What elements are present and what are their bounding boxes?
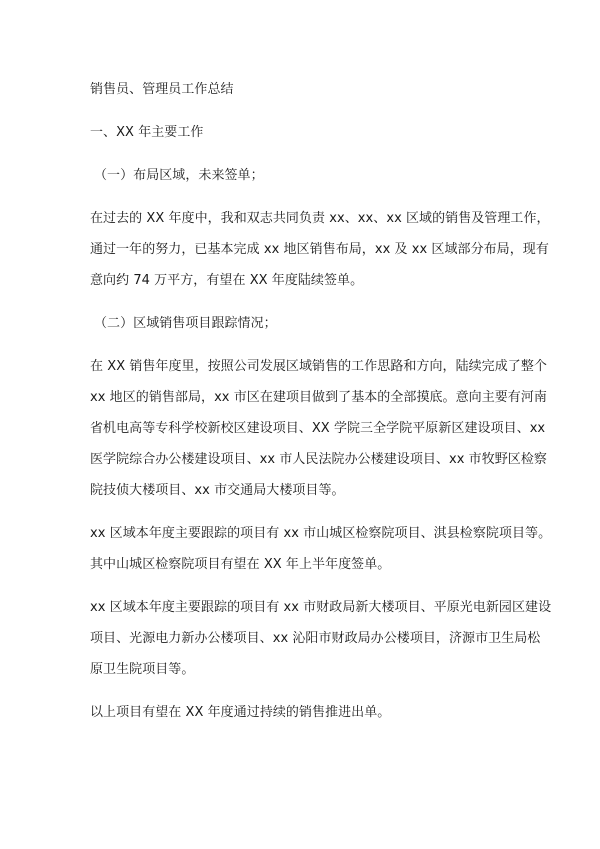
subsection-heading-1: （一）布局区域，未来签单； xyxy=(94,168,264,183)
paragraph-line: 在过去的 XX 年度中，我和双志共同负责 xx、xx、xx 区域的销售及管理工作， xyxy=(90,211,550,226)
paragraph-line: xx 地区的销售部局，xx 市区在建项目做到了基本的全部摸底。意向主要有河南 xyxy=(90,390,547,405)
paragraph-line: 项目、光源电力新办公楼项目、xx 沁阳市财政局办公楼项目，济源市卫生局松 xyxy=(90,631,541,646)
paragraph-4 xyxy=(90,592,552,685)
paragraph-line: 省机电高等专科学校新校区建设项目、XX 学院三全学院平原新区建设项目、xx xyxy=(90,421,546,436)
paragraph-line: 在 XX 销售年度里，按照公司发展区域销售的工作思路和方向，陆续完成了整个 xyxy=(90,359,547,374)
paragraph-line: 原卫生院项目等。 xyxy=(90,662,195,677)
paragraph-line: 通过一年的努力，已基本完成 xx 地区销售布局，xx 及 xx 区域部分布局，现有 xyxy=(90,242,549,257)
paragraph-line: xx 区域本年度主要跟踪的项目有 xx 市财政局新大楼项目、平原光电新园区建设 xyxy=(90,600,552,615)
paragraph-line: 医学院综合办公楼建设项目、xx 市人民法院办公楼建设项目、xx 市牧野区检察 xyxy=(90,452,547,467)
document-title: 销售员、管理员工作总结 xyxy=(90,82,234,97)
section-heading: 一、XX 年主要工作 xyxy=(90,125,204,140)
paragraph-line: 其中山城区检察院项目有望在 XX 年上半年度签单。 xyxy=(90,557,391,572)
document-body xyxy=(90,74,552,728)
paragraph-line: 意向约 74 万平方，有望在 XX 年度陆续签单。 xyxy=(90,273,364,288)
paragraph-line: 院技侦大楼项目、xx 市交通局大楼项目等。 xyxy=(90,483,345,498)
paragraph-3 xyxy=(90,518,552,580)
paragraph-line: 以上项目有望在 XX 年度通过持续的销售推进出单。 xyxy=(90,705,391,720)
paragraph-5 xyxy=(90,697,520,728)
paragraph-1 xyxy=(90,203,550,296)
paragraph-2 xyxy=(90,351,547,506)
subsection-heading-2: （二）区域销售项目跟踪情况； xyxy=(94,316,277,331)
paragraph-line: xx 区域本年度主要跟踪的项目有 xx 市山城区检察院项目、淇县检察院项目等。 xyxy=(90,526,552,541)
